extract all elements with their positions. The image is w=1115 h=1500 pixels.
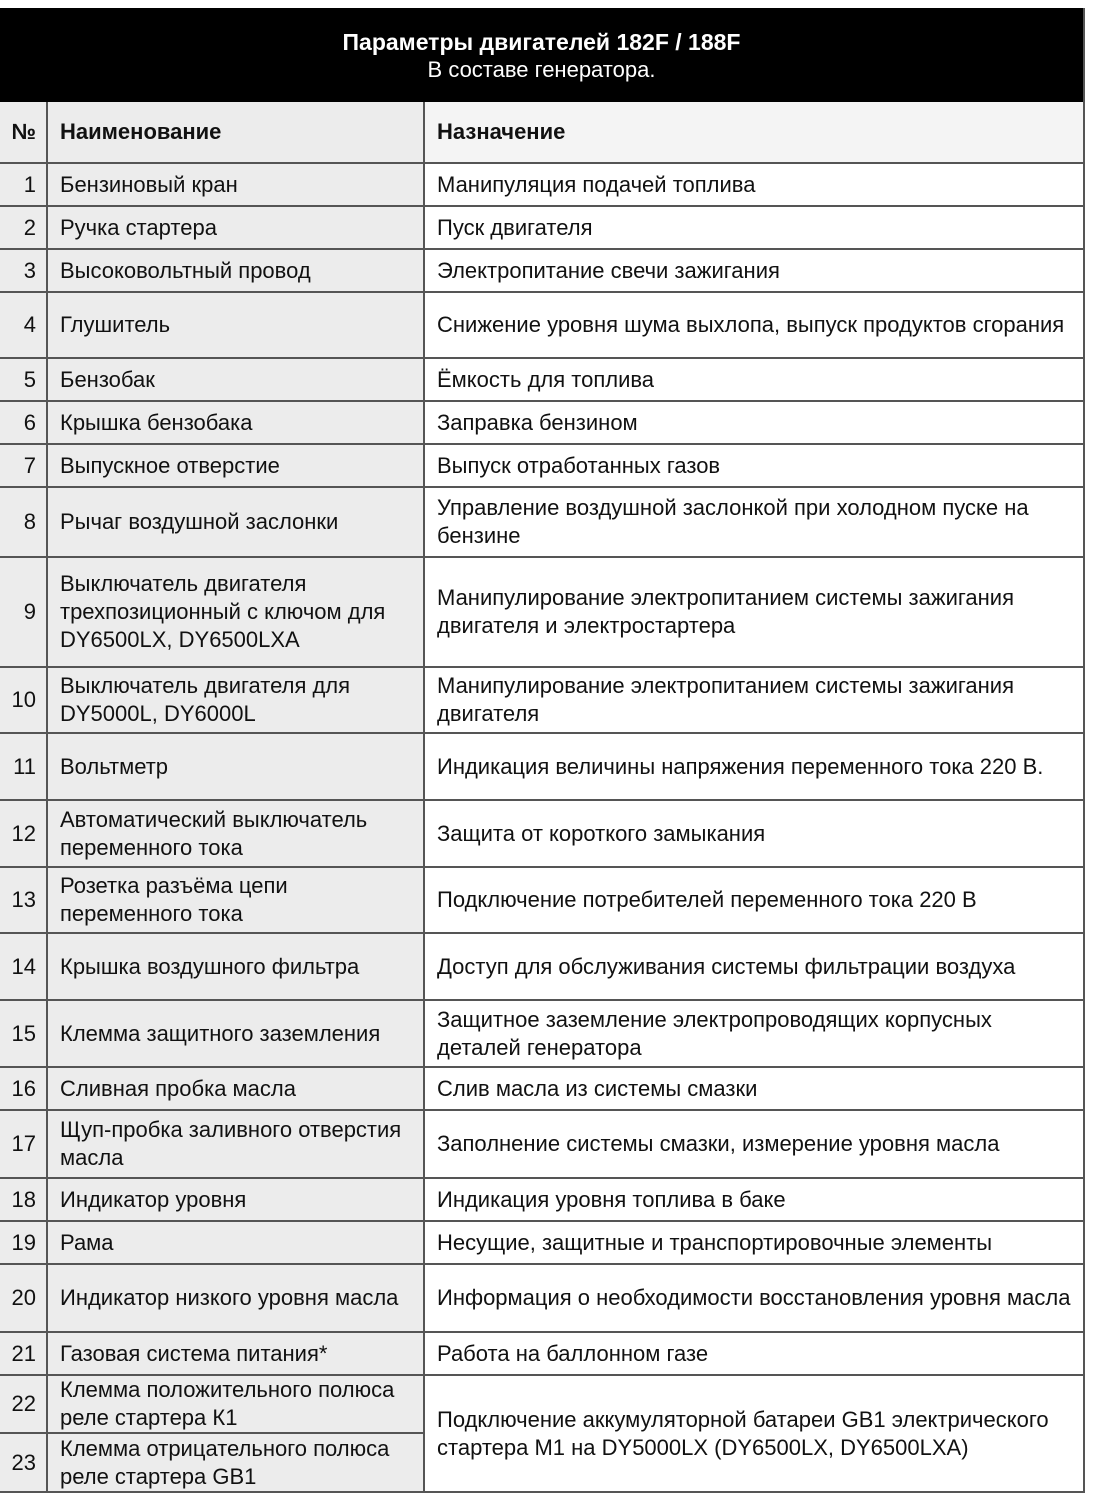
table-row (0, 292, 1084, 358)
row-name: Клемма положительного полюса реле стартера К1 (47, 1375, 424, 1433)
header-num: № (0, 102, 47, 163)
row-name: Щуп-пробка заливного отверстия масла (47, 1110, 424, 1178)
row-name: Газовая система питания* (47, 1332, 424, 1375)
row-purpose: Индикация уровня топлива в баке (424, 1178, 1084, 1221)
table-row (0, 1375, 1084, 1433)
parts-table-container (0, 8, 1085, 1493)
row-name: Крышка бензобака (47, 401, 424, 444)
row-number: 16 (0, 1067, 47, 1110)
table-row (0, 867, 1084, 933)
table-row (0, 163, 1084, 206)
row-name: Индикатор низкого уровня масла (47, 1264, 424, 1332)
row-number: 7 (0, 444, 47, 487)
table-row (0, 1178, 1084, 1221)
row-purpose: Манипуляция подачей топлива (424, 163, 1084, 206)
row-purpose: Подключение потребителей переменного тока 220 В (424, 867, 1084, 933)
header-name: Наименование (47, 102, 424, 163)
row-number: 9 (0, 557, 47, 667)
table-row (0, 1221, 1084, 1264)
row-purpose: Манипулирование электропитанием системы зажигания двигателя и электростартера (424, 557, 1084, 667)
row-name: Глушитель (47, 292, 424, 358)
row-purpose: Несущие, защитные и транспортировочные элементы (424, 1221, 1084, 1264)
table-row (0, 358, 1084, 401)
table-row (0, 1110, 1084, 1178)
row-purpose: Пуск двигателя (424, 206, 1084, 249)
row-number: 6 (0, 401, 47, 444)
table-row (0, 1067, 1084, 1110)
row-purpose: Защитное заземление электропроводящих корпусных деталей генератора (424, 1000, 1084, 1067)
row-purpose: Индикация величины напряжения переменного тока 220 В. (424, 733, 1084, 800)
parts-table (0, 102, 1085, 1493)
row-name: Клемма защитного заземления (47, 1000, 424, 1067)
table-row (0, 667, 1084, 733)
row-number: 11 (0, 733, 47, 800)
row-number: 18 (0, 1178, 47, 1221)
row-purpose: Слив масла из системы смазки (424, 1067, 1084, 1110)
table-row (0, 487, 1084, 557)
row-name: Рычаг воздушной заслонки (47, 487, 424, 557)
row-number: 13 (0, 867, 47, 933)
row-purpose: Работа на баллонном газе (424, 1332, 1084, 1375)
row-name: Клемма отрицательного полюса реле стартера GB1 (47, 1433, 424, 1492)
table-row (0, 1332, 1084, 1375)
title-subtitle: В составе генератора. (427, 57, 656, 82)
row-name: Розетка разъёма цепи переменного тока (47, 867, 424, 933)
row-number: 15 (0, 1000, 47, 1067)
row-number: 21 (0, 1332, 47, 1375)
row-purpose: Манипулирование электропитанием системы зажигания двигателя (424, 667, 1084, 733)
table-row (0, 401, 1084, 444)
row-purpose: Доступ для обслуживания системы фильтрации воздуха (424, 933, 1084, 1000)
row-name: Сливная пробка масла (47, 1067, 424, 1110)
row-number: 5 (0, 358, 47, 401)
table-row (0, 1264, 1084, 1332)
row-purpose: Выпуск отработанных газов (424, 444, 1084, 487)
row-number: 2 (0, 206, 47, 249)
row-number: 22 (0, 1375, 47, 1433)
row-name: Выключатель двигателя трехпозиционный с ключом для DY6500LX, DY6500LXA (47, 557, 424, 667)
row-purpose: Управление воздушной заслонкой при холодном пуске на бензине (424, 487, 1084, 557)
row-name: Автоматический выключатель переменного тока (47, 800, 424, 867)
row-number: 23 (0, 1433, 47, 1492)
row-number: 1 (0, 163, 47, 206)
row-name: Крышка воздушного фильтра (47, 933, 424, 1000)
row-purpose: Информация о необходимости восстановления уровня масла (424, 1264, 1084, 1332)
row-number: 14 (0, 933, 47, 1000)
row-purpose: Заполнение системы смазки, измерение уровня масла (424, 1110, 1084, 1178)
row-name: Выпускное отверстие (47, 444, 424, 487)
row-number: 4 (0, 292, 47, 358)
table-title (0, 8, 1085, 102)
row-number: 20 (0, 1264, 47, 1332)
table-row (0, 206, 1084, 249)
row-number: 3 (0, 249, 47, 292)
table-row (0, 557, 1084, 667)
row-name: Выключатель двигателя для DY5000L, DY6000L (47, 667, 424, 733)
row-number: 17 (0, 1110, 47, 1178)
row-name: Бензобак (47, 358, 424, 401)
title-main: Параметры двигателей 182F / 188F (342, 29, 741, 55)
row-purpose: Защита от короткого замыкания (424, 800, 1084, 867)
row-purpose: Подключение аккумуляторной батареи GB1 электрического стартера М1 на DY5000LX (DY6500LX, DY6500LXA) (424, 1375, 1084, 1492)
row-number: 10 (0, 667, 47, 733)
row-name: Ручка стартера (47, 206, 424, 249)
row-name: Рама (47, 1221, 424, 1264)
row-number: 19 (0, 1221, 47, 1264)
table-row (0, 1000, 1084, 1067)
row-name: Высоковольтный провод (47, 249, 424, 292)
table-row (0, 933, 1084, 1000)
row-number: 8 (0, 487, 47, 557)
header-row (0, 102, 1084, 163)
table-row (0, 444, 1084, 487)
row-purpose: Заправка бензином (424, 401, 1084, 444)
row-purpose: Снижение уровня шума выхлопа, выпуск продуктов сгорания (424, 292, 1084, 358)
row-name: Вольтметр (47, 733, 424, 800)
row-number: 12 (0, 800, 47, 867)
table-row (0, 733, 1084, 800)
table-row (0, 800, 1084, 867)
table-row (0, 249, 1084, 292)
row-purpose: Электропитание свечи зажигания (424, 249, 1084, 292)
row-purpose: Ёмкость для топлива (424, 358, 1084, 401)
header-purpose: Назначение (424, 102, 1084, 163)
row-name: Бензиновый кран (47, 163, 424, 206)
row-name: Индикатор уровня (47, 1178, 424, 1221)
